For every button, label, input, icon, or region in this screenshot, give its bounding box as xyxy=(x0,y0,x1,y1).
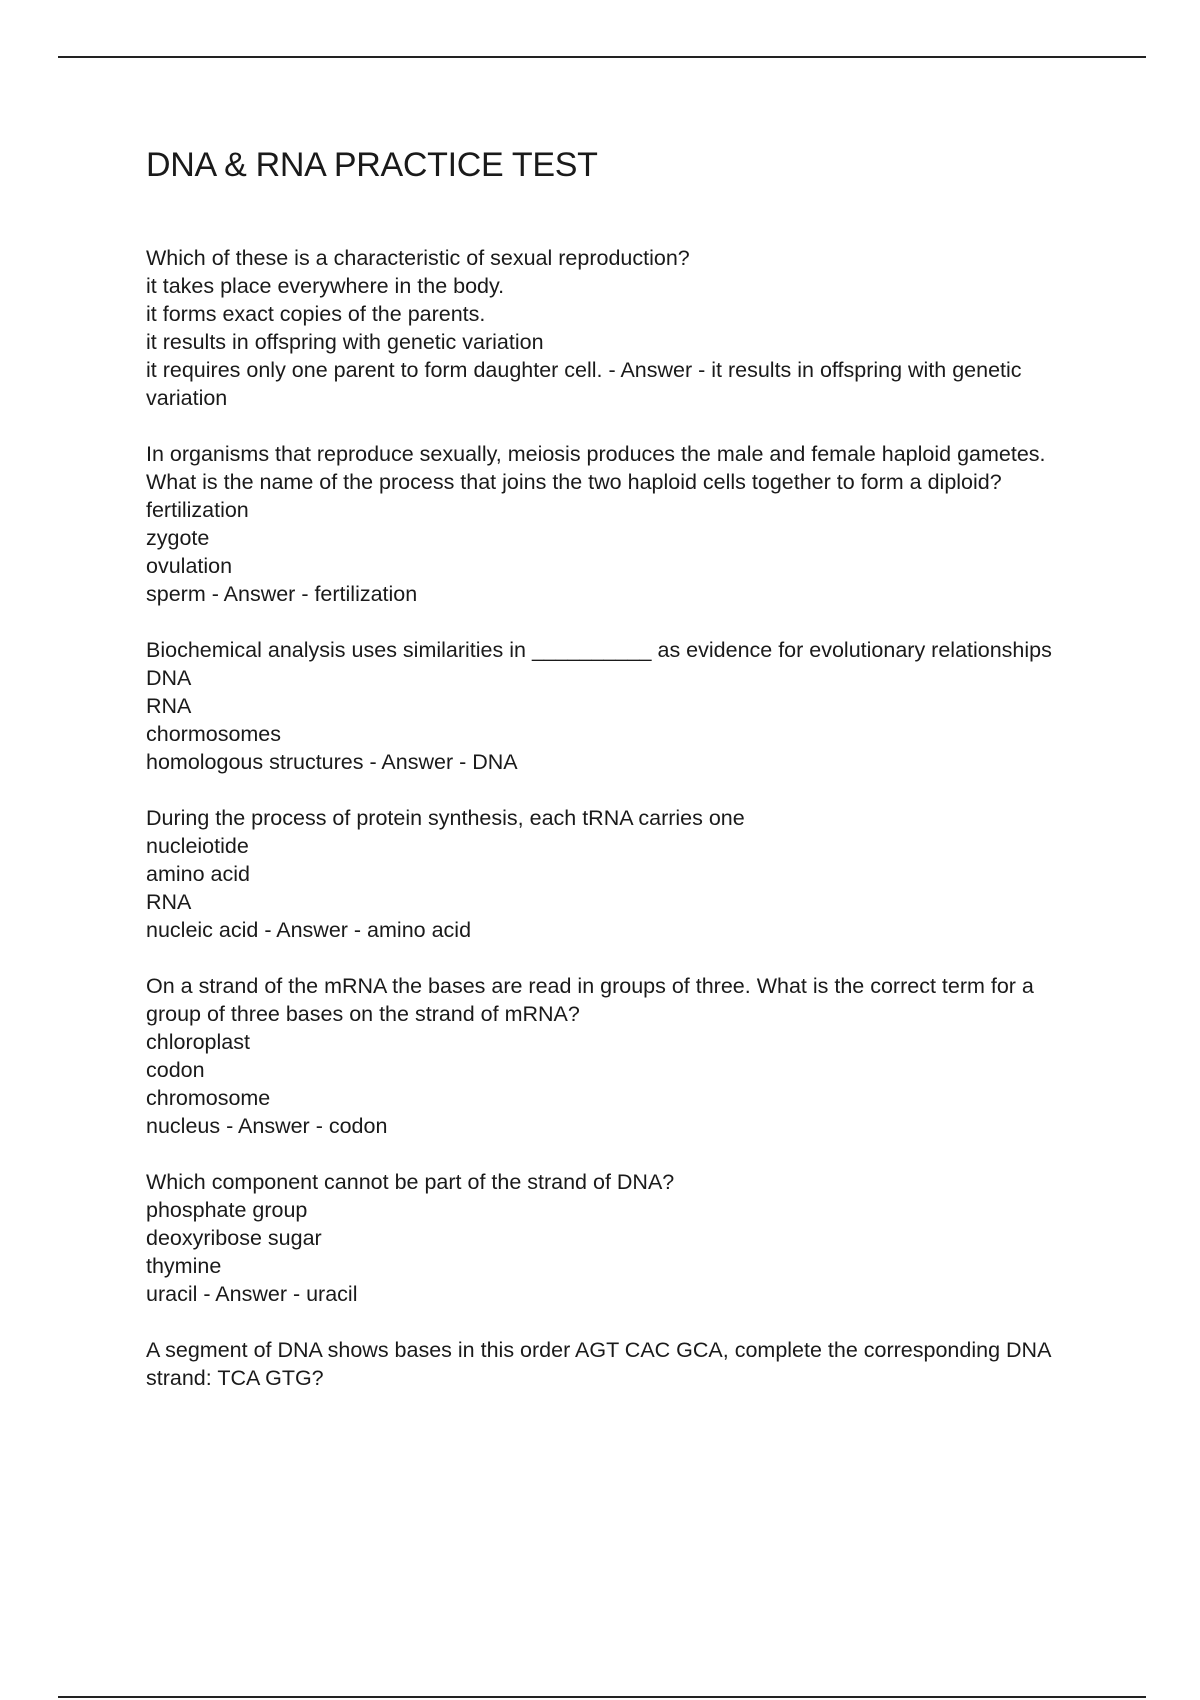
answer-option: RNA xyxy=(146,890,192,914)
answer-option: RNA xyxy=(146,694,192,718)
question-text: During the process of protein synthesis, each tRNA carries one xyxy=(146,806,745,830)
answer-option: ovulation xyxy=(146,554,233,578)
question-text: Biochemical analysis uses similarities in __________ as evidence for evolutionary relationships xyxy=(146,638,1052,662)
question-text: On a strand of the mRNA the bases are read in groups of three. What is the correct term for a group of three bases on the strand of mRNA? xyxy=(146,974,1034,1026)
question-block xyxy=(146,1168,1064,1308)
bottom-rule xyxy=(58,1696,1146,1698)
answer-option-with-key: nucleic acid - Answer - amino acid xyxy=(146,918,472,942)
question-block xyxy=(146,244,1064,412)
answer-option: fertilization xyxy=(146,498,249,522)
question-block xyxy=(146,440,1064,608)
answer-option-with-key: sperm - Answer - fertilization xyxy=(146,582,418,606)
answer-option-with-key: homologous structures - Answer - DNA xyxy=(146,750,518,774)
answer-option: codon xyxy=(146,1058,205,1082)
answer-option: thymine xyxy=(146,1254,222,1278)
document-title: DNA & RNA PRACTICE TEST xyxy=(146,146,598,184)
question-text: A segment of DNA shows bases in this order AGT CAC GCA, complete the corresponding DNA strand: TCA GTG? xyxy=(146,1338,1051,1390)
answer-option: zygote xyxy=(146,526,210,550)
question-block xyxy=(146,636,1064,776)
answer-option: nucleiotide xyxy=(146,834,249,858)
answer-option: DNA xyxy=(146,666,192,690)
answer-option-with-key: uracil - Answer - uracil xyxy=(146,1282,358,1306)
question-block xyxy=(146,1336,1064,1392)
question-text: In organisms that reproduce sexually, meiosis produces the male and female haploid gametes. What is the name of the process that joins the two haploid cells together to form a diploid? xyxy=(146,442,1046,494)
question-text: Which of these is a characteristic of sexual reproduction? xyxy=(146,246,690,270)
question-list xyxy=(146,244,1064,1420)
answer-option-with-key: it requires only one parent to form daughter cell. - Answer - it results in offspring with genetic variation xyxy=(146,358,1022,410)
answer-option: chormosomes xyxy=(146,722,282,746)
answer-option: it results in offspring with genetic variation xyxy=(146,330,544,354)
answer-option: chloroplast xyxy=(146,1030,250,1054)
answer-option: phosphate group xyxy=(146,1198,308,1222)
answer-option-with-key: nucleus - Answer - codon xyxy=(146,1114,388,1138)
answer-option: deoxyribose sugar xyxy=(146,1226,322,1250)
question-block xyxy=(146,972,1064,1140)
top-rule xyxy=(58,56,1146,58)
answer-option: it takes place everywhere in the body. xyxy=(146,274,505,298)
question-block xyxy=(146,804,1064,944)
answer-option: amino acid xyxy=(146,862,250,886)
answer-option: chromosome xyxy=(146,1086,271,1110)
answer-option: it forms exact copies of the parents. xyxy=(146,302,486,326)
question-text: Which component cannot be part of the strand of DNA? xyxy=(146,1170,675,1194)
